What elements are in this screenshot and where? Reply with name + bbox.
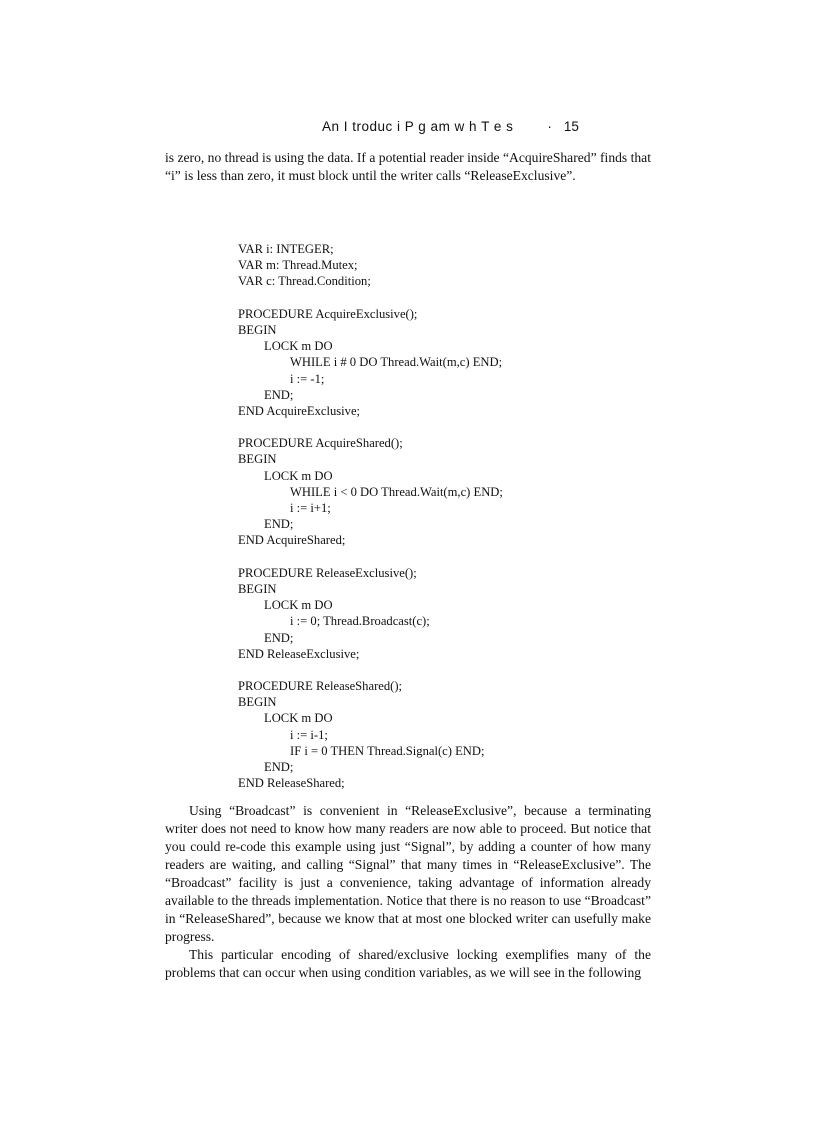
code-line (238, 662, 503, 678)
code-line: PROCEDURE ReleaseShared(); (238, 679, 403, 694)
code-line: END AcquireShared; (238, 533, 346, 548)
code-line (238, 290, 503, 306)
code-line: END; (264, 760, 294, 774)
code-line: WHILE i < 0 DO Thread.Wait(m,c) END; (290, 484, 503, 499)
code-line (238, 419, 503, 435)
code-line: BEGIN (238, 452, 277, 467)
code-line: i := 0; Thread.Broadcast(c); (290, 614, 430, 629)
code-line: i := i+1; (290, 501, 331, 515)
code-line: VAR c: Thread.Condition; (238, 274, 371, 289)
code-line: END; (264, 387, 294, 402)
code-line: WHILE i # 0 DO Thread.Wait(m,c) END; (290, 355, 503, 370)
header-separator: · (547, 119, 552, 134)
code-line: END ReleaseShared; (238, 776, 345, 791)
body-text (165, 802, 651, 982)
code-line: LOCK m DO (264, 598, 333, 613)
code-line: LOCK m DO (264, 339, 333, 354)
code-line: END; (264, 630, 294, 645)
code-listing (238, 241, 503, 791)
code-line: BEGIN (238, 695, 277, 710)
code-line: IF i = 0 THEN Thread.Signal(c) END; (290, 743, 485, 758)
header-title: An I troduc i P g am w h T e s (322, 119, 514, 134)
code-line: i := -1; (290, 371, 325, 386)
code-line (238, 549, 503, 565)
code-line: BEGIN (238, 581, 277, 596)
code-line: VAR m: Thread.Mutex; (238, 258, 358, 273)
code-line: PROCEDURE ReleaseExclusive(); (238, 565, 417, 580)
code-line: PROCEDURE AcquireExclusive(); (238, 306, 418, 321)
body-paragraph-1: Using “Broadcast” is convenient in “ReleaseExclusive”, because a terminating writer does not need to know how many readers are now able to proceed. But notice that you could re-code this example using just “Signal”, by adding a counter of how many readers are waiting, and calling “Signal” that many times in “ReleaseExclusive”. The “Broadcast” facility is just a convenience, taking advantage of information already available to the threads implementation. Notice that there is no reason to use “Broadcast” in “ReleaseShared”, because we know that at most one blocked writer can usefully make progress. (165, 803, 651, 944)
code-line: END; (264, 517, 294, 532)
code-line: PROCEDURE AcquireShared(); (238, 436, 403, 451)
code-line: BEGIN (238, 322, 277, 337)
code-line: END ReleaseExclusive; (238, 646, 360, 661)
body-paragraph-2: This particular encoding of shared/exclusive locking exemplifies many of the problems that can occur when using condition variables, as we will see in the following (165, 947, 651, 980)
page-number: 15 (563, 119, 579, 134)
intro-paragraph: is zero, no thread is using the data. If a potential reader inside “AcquireShared” finds that “i” is less than zero, it must block until the writer calls “ReleaseExclusive”. (165, 150, 651, 183)
code-line: VAR i: INTEGER; (238, 242, 334, 256)
code-line: END AcquireExclusive; (238, 403, 361, 418)
code-line: i := i-1; (290, 727, 328, 742)
code-line: LOCK m DO (264, 711, 333, 726)
running-header (322, 119, 652, 134)
code-line: LOCK m DO (264, 468, 333, 483)
